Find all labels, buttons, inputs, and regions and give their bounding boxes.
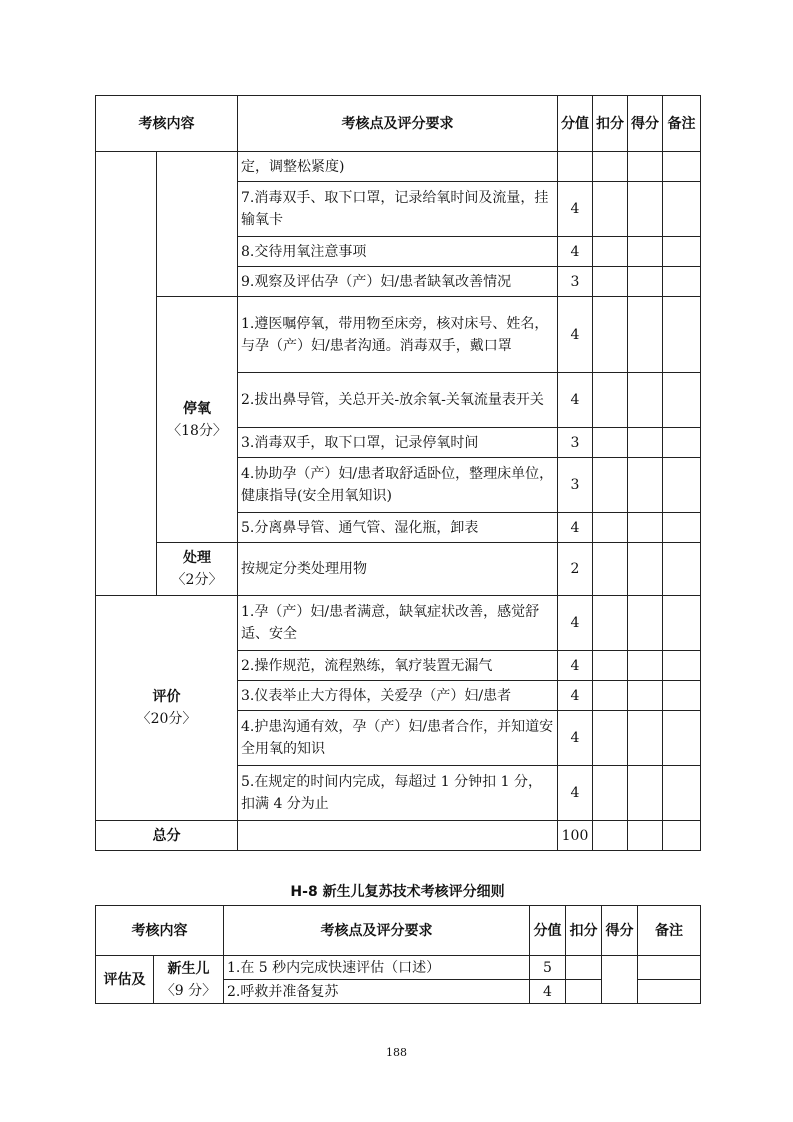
header-points: 考核点及评分要求 <box>238 96 558 152</box>
item-text: 3.仪表举止大方得体，关爱孕（产）妇/患者 <box>238 681 558 711</box>
remark-cell <box>663 766 701 821</box>
stop-oxygen-points: 〈18分〉 <box>167 422 227 439</box>
remark-cell <box>663 513 701 543</box>
table-row <box>96 297 701 373</box>
remark-cell <box>638 980 701 1004</box>
item-score: 4 <box>558 297 593 373</box>
evaluation-group <box>96 596 238 821</box>
deduct-cell <box>593 821 628 851</box>
remark-cell <box>663 373 701 428</box>
stop-oxygen-name: 停氧 <box>183 400 211 417</box>
deduct-cell <box>593 711 628 766</box>
header-deduct: 扣分 <box>593 96 628 152</box>
table-row <box>96 596 701 651</box>
stop-oxygen-group <box>157 297 238 543</box>
got-cell <box>628 428 663 458</box>
deduct-cell <box>593 651 628 681</box>
scoring-table <box>95 95 701 851</box>
item-text: 9.观察及评估孕（产）妇/患者缺氧改善情况 <box>238 267 558 297</box>
header-score: 分值 <box>558 96 593 152</box>
remark-cell <box>663 651 701 681</box>
item-text: 4.护患沟通有效，孕（产）妇/患者合作，并知道安全用氧的知识 <box>238 711 558 766</box>
item-text: 5.分离鼻导管、通气管、湿化瓶，卸表 <box>238 513 558 543</box>
item-score: 4 <box>530 980 566 1004</box>
got-cell <box>628 297 663 373</box>
item-text: 2.呼救并准备复苏 <box>224 980 530 1004</box>
got-cell <box>628 513 663 543</box>
header-score: 分值 <box>530 906 566 956</box>
got-cell <box>628 596 663 651</box>
deduct-cell <box>593 596 628 651</box>
remark-cell <box>663 152 701 182</box>
remark-cell <box>638 956 701 980</box>
total-points-blank <box>238 821 558 851</box>
newborn-subgroup <box>154 956 224 1004</box>
deduct-cell <box>593 297 628 373</box>
item-score: 4 <box>558 513 593 543</box>
remark-cell <box>663 237 701 267</box>
deduct-cell <box>593 428 628 458</box>
header-row <box>96 96 701 152</box>
item-score: 2 <box>558 543 593 596</box>
item-text: 7.消毒双手、取下口罩，记录给氧时间及流量，挂输氧卡 <box>238 182 558 237</box>
got-cell <box>628 182 663 237</box>
disposal-group <box>157 543 238 596</box>
page-number: 188 <box>386 1046 407 1059</box>
item-score: 4 <box>558 681 593 711</box>
table2-title: H-8 新生儿复苏技术考核评分细则 <box>290 884 505 900</box>
got-cell <box>628 821 663 851</box>
item-text: 1.遵医嘱停氧，带用物至床旁，核对床号、姓名，与孕（产）妇/患者沟通。消毒双手，戴口罩 <box>238 297 558 373</box>
header-deduct: 扣分 <box>566 906 602 956</box>
disposal-points: 〈2分〉 <box>171 572 223 588</box>
item-text: 5.在规定的时间内完成，每超过 1 分钟扣 1 分，扣满 4 分为止 <box>238 766 558 821</box>
newborn-resuscitation-table <box>95 905 701 1004</box>
item-text: 2.拔出鼻导管，关总开关-放余氧-关氧流量表开关 <box>238 373 558 428</box>
item-score: 3 <box>558 267 593 297</box>
disposal-name: 处理 <box>183 550 211 566</box>
got-cell <box>628 543 663 596</box>
remark-cell <box>663 428 701 458</box>
got-cell <box>628 237 663 267</box>
item-score: 4 <box>558 182 593 237</box>
item-score: 5 <box>530 956 566 980</box>
header-row <box>96 906 701 956</box>
header-points: 考核点及评分要求 <box>224 906 530 956</box>
newborn-points: 〈9 分〉 <box>160 982 217 999</box>
got-cell <box>628 267 663 297</box>
item-score: 4 <box>558 237 593 267</box>
item-text: 1.在 5 秒内完成快速评估（口述） <box>224 956 530 980</box>
evaluation-points: 〈20分〉 <box>136 711 197 727</box>
remark-cell <box>663 182 701 237</box>
header-content: 考核内容 <box>96 906 224 956</box>
deduct-cell <box>593 373 628 428</box>
remark-cell <box>663 596 701 651</box>
item-score: 4 <box>558 651 593 681</box>
item-score: 3 <box>558 428 593 458</box>
got-cell <box>602 956 638 1004</box>
deduct-cell <box>566 956 602 980</box>
item-text: 3.消毒双手，取下口罩，记录停氧时间 <box>238 428 558 458</box>
subgroup-cell-blank <box>157 152 238 297</box>
remark-cell <box>663 821 701 851</box>
deduct-cell <box>593 681 628 711</box>
item-score: 3 <box>558 458 593 513</box>
item-text: 4.协助孕（产）妇/患者取舒适卧位，整理床单位，健康指导(安全用氧知识) <box>238 458 558 513</box>
item-score: 4 <box>558 373 593 428</box>
item-score <box>558 152 593 182</box>
got-cell <box>628 766 663 821</box>
got-cell <box>628 458 663 513</box>
remark-cell <box>663 458 701 513</box>
table-row <box>96 152 701 182</box>
got-cell <box>628 152 663 182</box>
item-score: 4 <box>558 596 593 651</box>
deduct-cell <box>593 458 628 513</box>
assessment-name: 评估及 <box>103 971 146 988</box>
item-text: 1.孕（产）妇/患者满意，缺氧症状改善，感觉舒适、安全 <box>238 596 558 651</box>
remark-cell <box>663 711 701 766</box>
deduct-cell <box>593 766 628 821</box>
deduct-cell <box>593 267 628 297</box>
total-label: 总分 <box>96 821 238 851</box>
header-remark: 备注 <box>663 96 701 152</box>
header-remark: 备注 <box>638 906 701 956</box>
item-score: 4 <box>558 711 593 766</box>
deduct-cell <box>566 980 602 1004</box>
item-text: 2.操作规范，流程熟练，氧疗装置无漏气 <box>238 651 558 681</box>
header-got: 得分 <box>602 906 638 956</box>
remark-cell <box>663 543 701 596</box>
deduct-cell <box>593 182 628 237</box>
header-got: 得分 <box>628 96 663 152</box>
got-cell <box>628 373 663 428</box>
got-cell <box>628 711 663 766</box>
got-cell <box>628 681 663 711</box>
deduct-cell <box>593 543 628 596</box>
remark-cell <box>663 681 701 711</box>
item-text: 定，调整松紧度) <box>238 152 558 182</box>
group-cell-blank <box>96 152 157 596</box>
deduct-cell <box>593 237 628 267</box>
header-content: 考核内容 <box>96 96 238 152</box>
newborn-name: 新生儿 <box>167 960 210 977</box>
deduct-cell <box>593 152 628 182</box>
total-score: 100 <box>558 821 593 851</box>
evaluation-name: 评价 <box>152 689 181 705</box>
assessment-group <box>96 956 154 1004</box>
got-cell <box>628 651 663 681</box>
table-row <box>96 956 701 980</box>
total-row <box>96 821 701 851</box>
item-score: 4 <box>558 766 593 821</box>
item-text: 8.交待用氧注意事项 <box>238 237 558 267</box>
table-row <box>96 543 701 596</box>
remark-cell <box>663 297 701 373</box>
item-text: 按规定分类处理用物 <box>238 543 558 596</box>
remark-cell <box>663 267 701 297</box>
deduct-cell <box>593 513 628 543</box>
